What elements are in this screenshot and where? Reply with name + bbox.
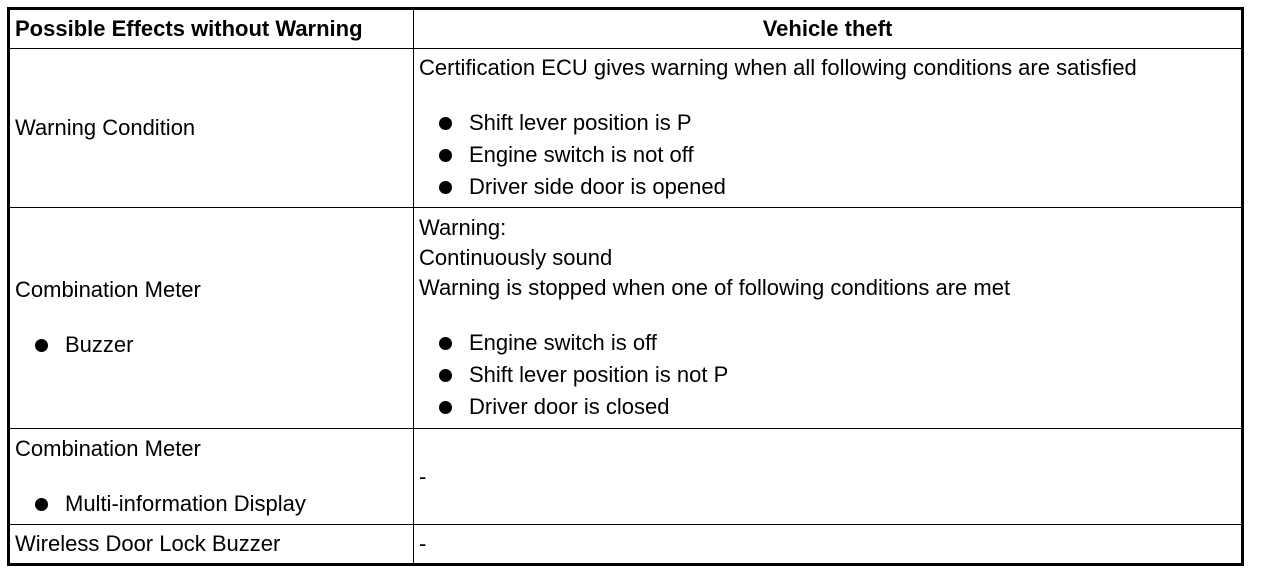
list-item: Multi-information Display — [15, 488, 408, 520]
condition-list — [419, 107, 1236, 203]
table-row — [9, 208, 1243, 429]
bullet-icon — [35, 339, 48, 352]
list-item: Engine switch is not off — [419, 139, 1236, 171]
header-possible-effects: Possible Effects without Warning — [9, 9, 414, 49]
row-description-cell — [414, 525, 1243, 565]
header-vehicle-theft: Vehicle theft — [414, 9, 1243, 49]
row-label-cell — [9, 49, 414, 208]
table-row — [9, 49, 1243, 208]
list-item: Driver door is closed — [419, 391, 1236, 423]
warning-effects-table — [7, 7, 1244, 566]
description-line: - — [419, 531, 427, 556]
row-label-cell — [9, 208, 414, 429]
row-description-cell — [414, 429, 1243, 525]
list-item: Shift lever position is not P — [419, 359, 1236, 391]
component-list — [15, 329, 408, 361]
bullet-icon — [439, 401, 452, 414]
bullet-icon — [439, 117, 452, 130]
header-row — [9, 9, 1243, 49]
description-line: Warning is stopped when one of following conditions are met — [419, 275, 1011, 300]
component-list — [15, 488, 408, 520]
description-line: Continuously sound — [419, 245, 613, 270]
list-item: Driver side door is opened — [419, 171, 1236, 203]
bullet-icon — [35, 498, 48, 511]
row-title: Wireless Door Lock Buzzer — [15, 531, 281, 556]
bullet-icon — [439, 337, 452, 350]
list-item: Shift lever position is P — [419, 107, 1236, 139]
list-item: Engine switch is off — [419, 327, 1236, 359]
bullet-icon — [439, 149, 452, 162]
list-item: Buzzer — [15, 329, 408, 361]
row-description-cell — [414, 208, 1243, 429]
bullet-icon — [439, 369, 452, 382]
description-line: - — [419, 463, 427, 489]
table-row — [9, 525, 1243, 565]
bullet-icon — [439, 181, 452, 194]
row-label-cell — [9, 429, 414, 525]
description-line: Warning: — [419, 215, 507, 240]
row-title: Warning Condition — [15, 115, 196, 140]
table-row — [9, 429, 1243, 525]
description-line: Certification ECU gives warning when all following conditions are satisfied — [419, 55, 1137, 80]
row-description-cell — [414, 49, 1243, 208]
row-title: Combination Meter — [15, 277, 201, 302]
row-title: Combination Meter — [15, 435, 201, 461]
condition-list — [419, 327, 1236, 423]
row-label-cell — [9, 525, 414, 565]
